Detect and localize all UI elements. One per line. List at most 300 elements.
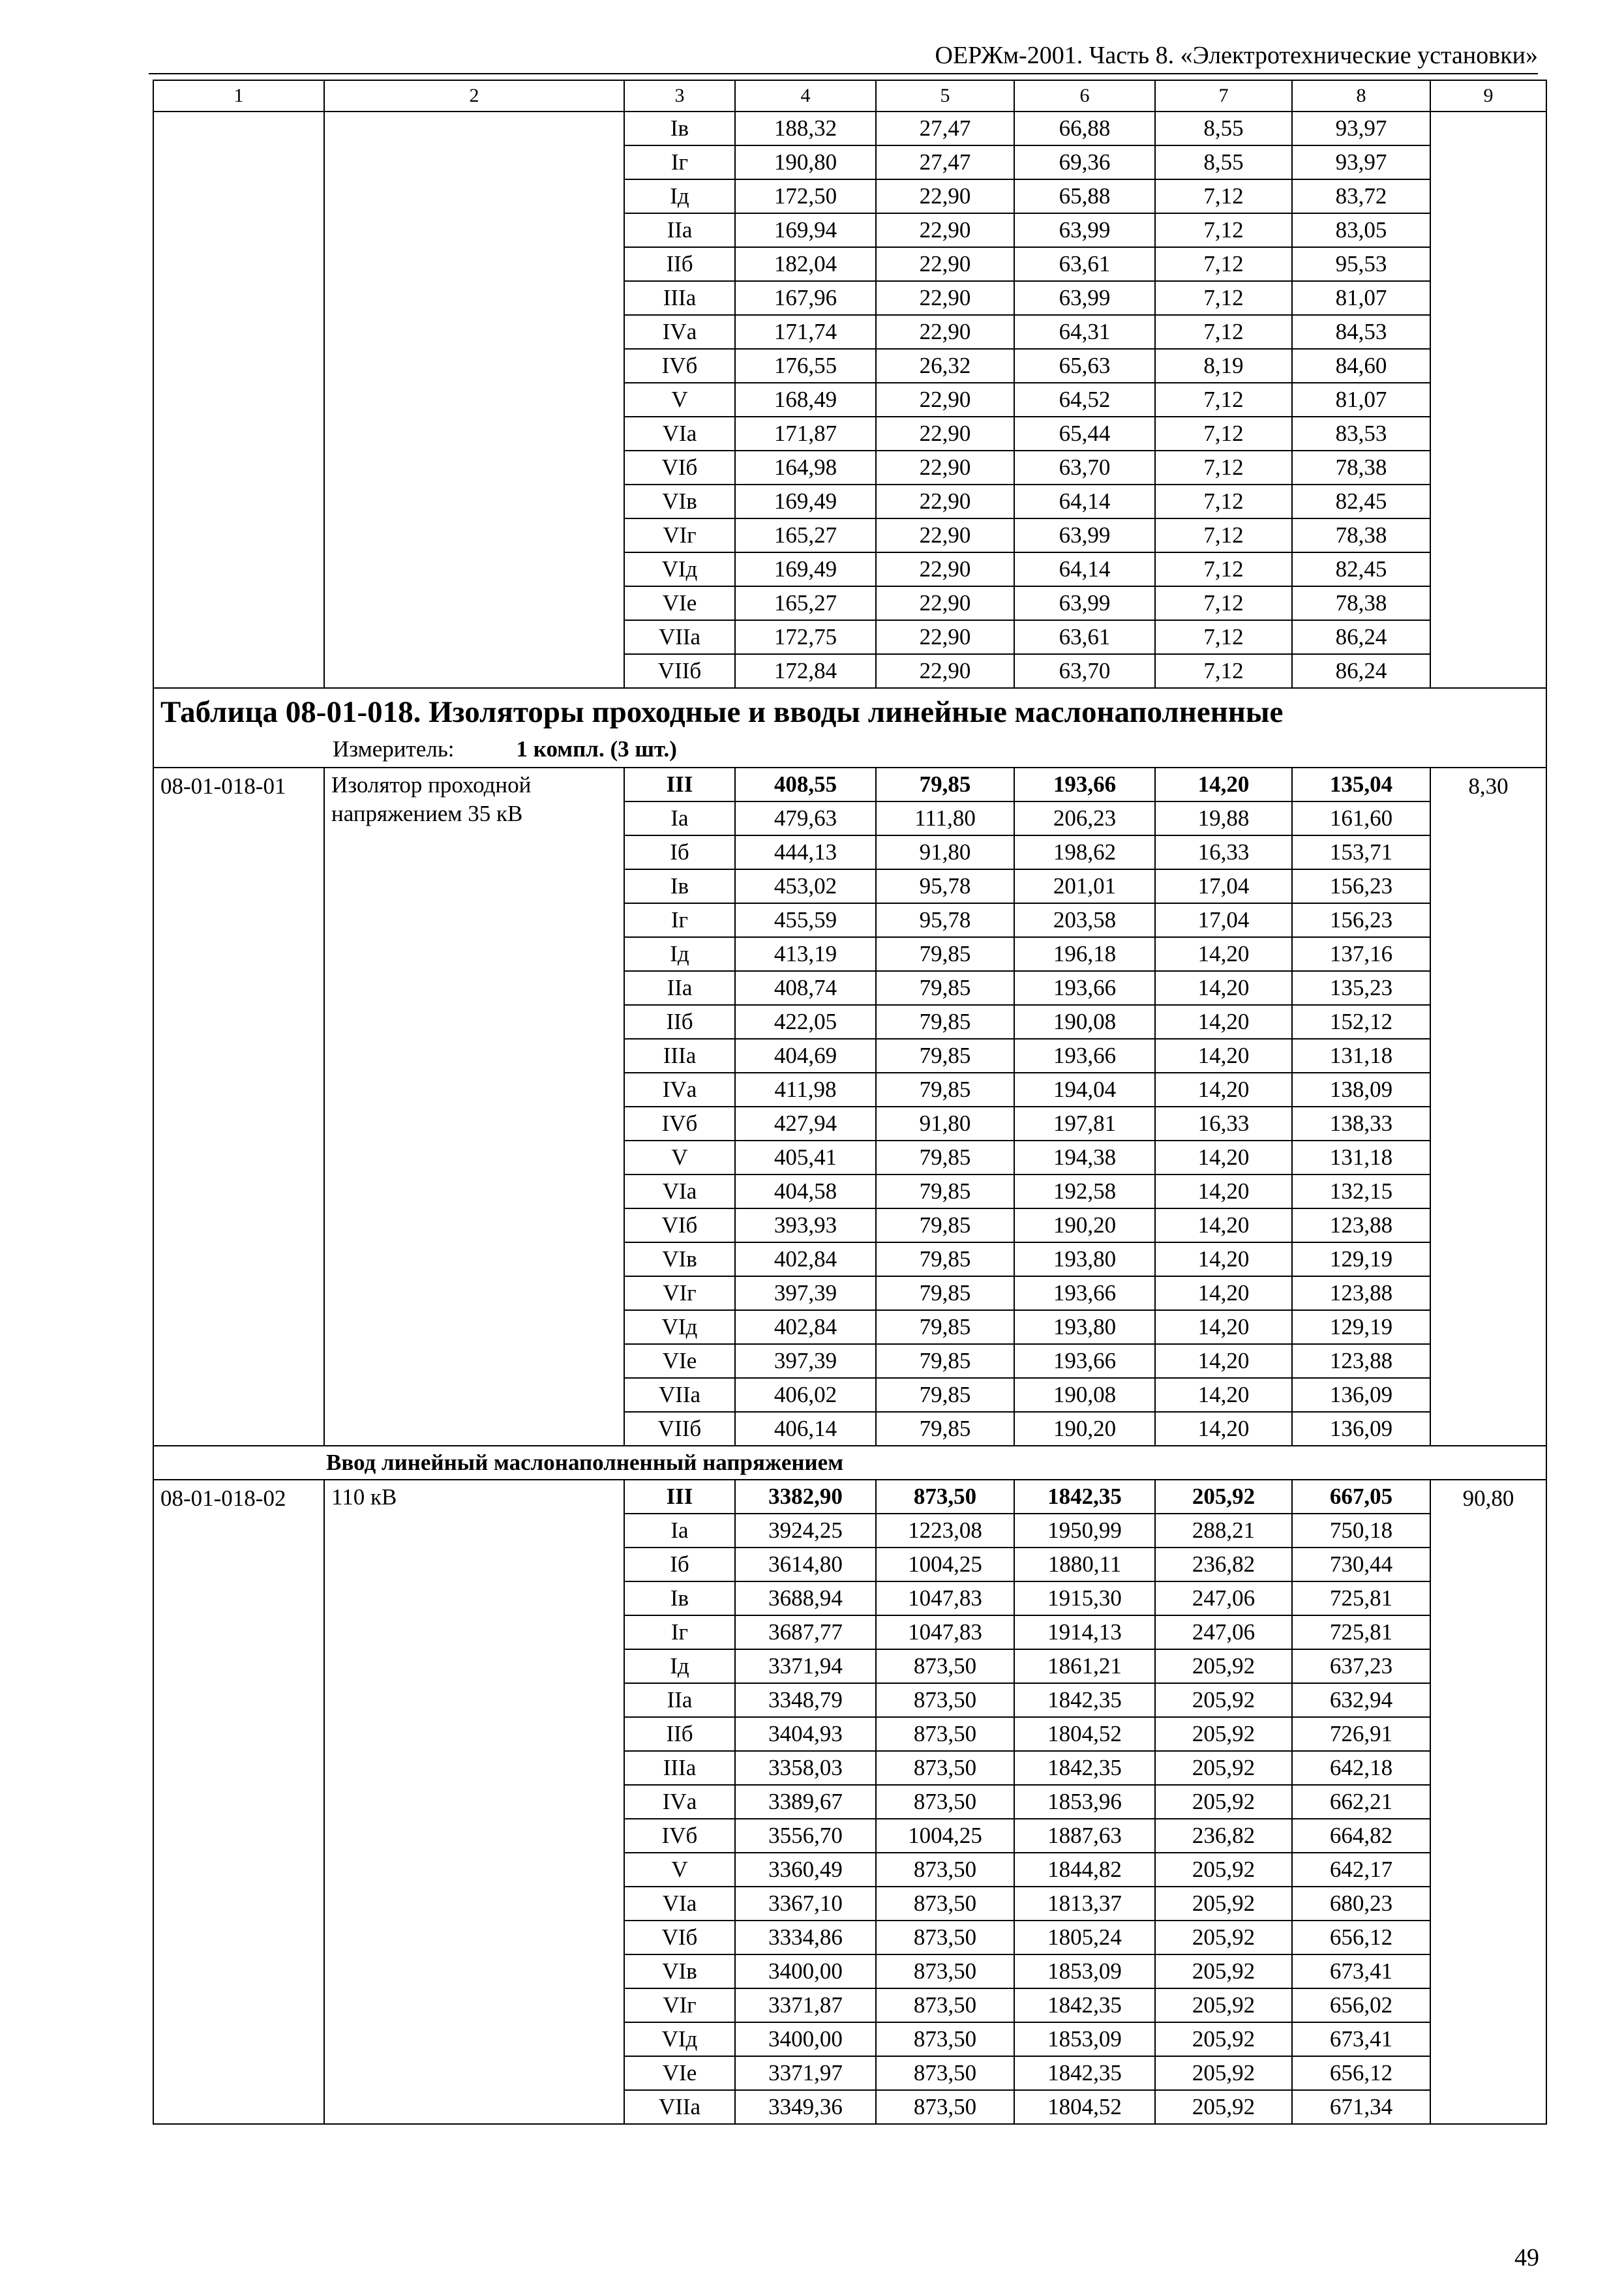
value-cell: 14,20: [1155, 1412, 1292, 1446]
value-cell: 873,50: [876, 1785, 1014, 1819]
value-cell: 7,12: [1155, 179, 1292, 213]
value-cell: 138,09: [1292, 1073, 1430, 1107]
value-cell: 7,12: [1155, 315, 1292, 349]
region-cell: VIIб: [624, 1412, 735, 1446]
value-cell: 83,53: [1292, 417, 1430, 451]
value-cell: 1880,11: [1014, 1548, 1155, 1581]
value-cell: 168,49: [735, 383, 876, 417]
value-cell: 78,38: [1292, 586, 1430, 620]
region-cell: Iг: [624, 145, 735, 179]
value-cell: 667,05: [1292, 1480, 1430, 1514]
region-cell: IIб: [624, 247, 735, 281]
region-cell: VIIа: [624, 1378, 735, 1412]
value-cell: 83,05: [1292, 213, 1430, 247]
value-cell: 86,24: [1292, 620, 1430, 654]
value-cell: 135,04: [1292, 768, 1430, 801]
value-cell: 397,39: [735, 1276, 876, 1310]
region-cell: VIг: [624, 1276, 735, 1310]
value-cell: 406,14: [735, 1412, 876, 1446]
value-cell: 1853,09: [1014, 2022, 1155, 2056]
value-cell: 205,92: [1155, 2056, 1292, 2090]
value-cell: 193,80: [1014, 1310, 1155, 1344]
value-cell: 14,20: [1155, 1378, 1292, 1412]
value-cell: 7,12: [1155, 552, 1292, 586]
region-cell: IVб: [624, 1107, 735, 1141]
value-cell: 79,85: [876, 1141, 1014, 1174]
value-cell: 22,90: [876, 179, 1014, 213]
value-cell: 288,21: [1155, 1514, 1292, 1548]
value-cell: 1842,35: [1014, 1988, 1155, 2022]
value-cell: 642,17: [1292, 1853, 1430, 1887]
value-cell: 205,92: [1155, 2090, 1292, 2124]
value-cell: 8,55: [1155, 112, 1292, 145]
value-cell: 7,12: [1155, 213, 1292, 247]
region-cell: V: [624, 383, 735, 417]
name-cell: 110 кВ: [324, 1480, 624, 2124]
value-cell: 152,12: [1292, 1005, 1430, 1039]
value-cell: 205,92: [1155, 1480, 1292, 1514]
value-cell: 66,88: [1014, 112, 1155, 145]
page-header: ОЕРЖм-2001. Часть 8. «Электротехнические установки»: [935, 42, 1538, 69]
table-row: [153, 112, 1546, 145]
value-cell: 83,72: [1292, 179, 1430, 213]
value-cell: 873,50: [876, 1480, 1014, 1514]
value-cell: 873,50: [876, 1683, 1014, 1717]
value-cell: 131,18: [1292, 1039, 1430, 1073]
value-cell: 197,81: [1014, 1107, 1155, 1141]
value-cell: 123,88: [1292, 1208, 1430, 1242]
value-cell: 656,12: [1292, 1921, 1430, 1954]
region-cell: III: [624, 1480, 735, 1514]
value-cell: 95,78: [876, 869, 1014, 903]
region-cell: Iв: [624, 1581, 735, 1615]
value-cell: 726,91: [1292, 1717, 1430, 1751]
value-cell: 408,55: [735, 768, 876, 801]
column-number-cell: 8: [1292, 80, 1430, 112]
value-cell: 422,05: [735, 1005, 876, 1039]
value-cell: 79,85: [876, 937, 1014, 971]
value-cell: 165,27: [735, 586, 876, 620]
value-cell: 7,12: [1155, 620, 1292, 654]
region-cell: IIIа: [624, 1039, 735, 1073]
value-cell: 1047,83: [876, 1581, 1014, 1615]
value-cell: 79,85: [876, 1310, 1014, 1344]
value-cell: 78,38: [1292, 518, 1430, 552]
value-cell: 205,92: [1155, 1853, 1292, 1887]
value-cell: 1887,63: [1014, 1819, 1155, 1853]
region-cell: Iв: [624, 112, 735, 145]
value-cell: 156,23: [1292, 903, 1430, 937]
value-cell: 193,66: [1014, 1039, 1155, 1073]
value-cell: 444,13: [735, 835, 876, 869]
value-cell: 397,39: [735, 1344, 876, 1378]
value-cell: 7,12: [1155, 586, 1292, 620]
value-cell: 79,85: [876, 1174, 1014, 1208]
column-number-row: [153, 80, 1546, 112]
value-cell: 64,52: [1014, 383, 1155, 417]
value-cell: 205,92: [1155, 1954, 1292, 1988]
value-cell: 16,33: [1155, 1107, 1292, 1141]
value-cell: 3349,36: [735, 2090, 876, 2124]
value-cell: 81,07: [1292, 383, 1430, 417]
value-cell: 656,12: [1292, 2056, 1430, 2090]
value-cell: 190,80: [735, 145, 876, 179]
value-cell: 193,66: [1014, 768, 1155, 801]
value-cell: 182,04: [735, 247, 876, 281]
value-cell: 79,85: [876, 1378, 1014, 1412]
value-cell: 65,88: [1014, 179, 1155, 213]
value-cell: 22,90: [876, 518, 1014, 552]
value-cell: 131,18: [1292, 1141, 1430, 1174]
value-cell: 1004,25: [876, 1819, 1014, 1853]
value-cell: 1004,25: [876, 1548, 1014, 1581]
value-cell: 132,15: [1292, 1174, 1430, 1208]
value-cell: 161,60: [1292, 801, 1430, 835]
header-rule: [149, 73, 1538, 74]
region-cell: VIб: [624, 451, 735, 485]
region-cell: Iа: [624, 801, 735, 835]
value-cell: 725,81: [1292, 1581, 1430, 1615]
value-cell: 14,20: [1155, 937, 1292, 971]
value-cell: 427,94: [735, 1107, 876, 1141]
value-cell: 63,70: [1014, 654, 1155, 688]
value-cell: 1853,09: [1014, 1954, 1155, 1988]
value-cell: 14,20: [1155, 1208, 1292, 1242]
column-number-cell: 3: [624, 80, 735, 112]
value-cell: 730,44: [1292, 1548, 1430, 1581]
value-cell: 17,04: [1155, 903, 1292, 937]
value-cell: 873,50: [876, 1649, 1014, 1683]
region-cell: VIIа: [624, 2090, 735, 2124]
region-cell: VIд: [624, 552, 735, 586]
value-cell: 63,99: [1014, 518, 1155, 552]
value-cell: 642,18: [1292, 1751, 1430, 1785]
coef-cell: 90,80: [1430, 1480, 1546, 2124]
value-cell: 169,94: [735, 213, 876, 247]
value-cell: 129,19: [1292, 1310, 1430, 1344]
value-cell: 111,80: [876, 801, 1014, 835]
value-cell: 205,92: [1155, 1785, 1292, 1819]
value-cell: 164,98: [735, 451, 876, 485]
table-title-cell: [153, 688, 1546, 768]
value-cell: 1842,35: [1014, 1480, 1155, 1514]
value-cell: 14,20: [1155, 1073, 1292, 1107]
value-cell: 1804,52: [1014, 1717, 1155, 1751]
value-cell: 206,23: [1014, 801, 1155, 835]
value-cell: 22,90: [876, 315, 1014, 349]
region-cell: VIIа: [624, 620, 735, 654]
value-cell: 1813,37: [1014, 1887, 1155, 1921]
value-cell: 79,85: [876, 1208, 1014, 1242]
column-number-cell: 1: [153, 80, 324, 112]
region-cell: Iв: [624, 869, 735, 903]
value-cell: 22,90: [876, 552, 1014, 586]
region-cell: IVб: [624, 1819, 735, 1853]
measure-label: Измеритель:: [333, 736, 455, 762]
region-cell: VIд: [624, 1310, 735, 1344]
name-cell: [324, 112, 624, 688]
value-cell: 411,98: [735, 1073, 876, 1107]
code-cell: 08-01-018-02: [153, 1480, 324, 2124]
value-cell: 196,18: [1014, 937, 1155, 971]
value-cell: 3334,86: [735, 1921, 876, 1954]
value-cell: 79,85: [876, 768, 1014, 801]
value-cell: 236,82: [1155, 1548, 1292, 1581]
value-cell: 136,09: [1292, 1412, 1430, 1446]
region-cell: IIIа: [624, 1751, 735, 1785]
value-cell: 172,75: [735, 620, 876, 654]
value-cell: 79,85: [876, 1344, 1014, 1378]
value-cell: 455,59: [735, 903, 876, 937]
value-cell: 873,50: [876, 1717, 1014, 1751]
value-cell: 93,97: [1292, 112, 1430, 145]
value-cell: 14,20: [1155, 1242, 1292, 1276]
value-cell: 7,12: [1155, 383, 1292, 417]
value-cell: 1842,35: [1014, 1683, 1155, 1717]
value-cell: 1861,21: [1014, 1649, 1155, 1683]
value-cell: 873,50: [876, 2022, 1014, 2056]
value-cell: 91,80: [876, 1107, 1014, 1141]
value-cell: 402,84: [735, 1310, 876, 1344]
value-cell: 69,36: [1014, 145, 1155, 179]
value-cell: 63,61: [1014, 620, 1155, 654]
value-cell: 194,38: [1014, 1141, 1155, 1174]
value-cell: 17,04: [1155, 869, 1292, 903]
value-cell: 7,12: [1155, 281, 1292, 315]
value-cell: 19,88: [1155, 801, 1292, 835]
value-cell: 82,45: [1292, 552, 1430, 586]
value-cell: 680,23: [1292, 1887, 1430, 1921]
region-cell: IIIа: [624, 281, 735, 315]
value-cell: 84,60: [1292, 349, 1430, 383]
value-cell: 190,20: [1014, 1412, 1155, 1446]
value-cell: 3614,80: [735, 1548, 876, 1581]
value-cell: 79,85: [876, 1276, 1014, 1310]
region-cell: VIв: [624, 1954, 735, 1988]
value-cell: 873,50: [876, 1887, 1014, 1921]
value-cell: 873,50: [876, 1921, 1014, 1954]
value-cell: 27,47: [876, 112, 1014, 145]
value-cell: 171,87: [735, 417, 876, 451]
value-cell: 63,99: [1014, 213, 1155, 247]
value-cell: 14,20: [1155, 768, 1292, 801]
value-cell: 91,80: [876, 835, 1014, 869]
column-number-cell: 2: [324, 80, 624, 112]
value-cell: 22,90: [876, 383, 1014, 417]
region-cell: IVа: [624, 1785, 735, 1819]
region-cell: VIе: [624, 2056, 735, 2090]
table-row: [153, 1480, 1546, 1514]
value-cell: 3924,25: [735, 1514, 876, 1548]
value-cell: 14,20: [1155, 1005, 1292, 1039]
value-cell: 14,20: [1155, 1174, 1292, 1208]
region-cell: Iб: [624, 1548, 735, 1581]
region-cell: VIе: [624, 586, 735, 620]
value-cell: 193,66: [1014, 1276, 1155, 1310]
value-cell: 22,90: [876, 586, 1014, 620]
coef-cell: [1430, 112, 1546, 688]
value-cell: 14,20: [1155, 1276, 1292, 1310]
value-cell: 3688,94: [735, 1581, 876, 1615]
value-cell: 27,47: [876, 145, 1014, 179]
value-cell: 22,90: [876, 485, 1014, 518]
value-cell: 193,66: [1014, 1344, 1155, 1378]
region-cell: V: [624, 1853, 735, 1887]
value-cell: 408,74: [735, 971, 876, 1005]
value-cell: 63,99: [1014, 281, 1155, 315]
region-cell: VIг: [624, 1988, 735, 2022]
value-cell: 203,58: [1014, 903, 1155, 937]
value-cell: 7,12: [1155, 417, 1292, 451]
subheading-row: [153, 1446, 1546, 1480]
value-cell: 205,92: [1155, 1921, 1292, 1954]
value-cell: 14,20: [1155, 1344, 1292, 1378]
region-cell: Iг: [624, 1615, 735, 1649]
region-cell: VIа: [624, 417, 735, 451]
value-cell: 1805,24: [1014, 1921, 1155, 1954]
value-cell: 873,50: [876, 1853, 1014, 1887]
value-cell: 453,02: [735, 869, 876, 903]
region-cell: IVб: [624, 349, 735, 383]
value-cell: 79,85: [876, 1039, 1014, 1073]
region-cell: VIа: [624, 1887, 735, 1921]
value-cell: 632,94: [1292, 1683, 1430, 1717]
value-cell: 123,88: [1292, 1276, 1430, 1310]
value-cell: 201,01: [1014, 869, 1155, 903]
value-cell: 479,63: [735, 801, 876, 835]
value-cell: 22,90: [876, 654, 1014, 688]
region-cell: IIа: [624, 971, 735, 1005]
value-cell: 176,55: [735, 349, 876, 383]
value-cell: 673,41: [1292, 2022, 1430, 2056]
region-cell: IIб: [624, 1717, 735, 1751]
value-cell: 205,92: [1155, 1683, 1292, 1717]
value-cell: 673,41: [1292, 1954, 1430, 1988]
region-cell: VIе: [624, 1344, 735, 1378]
value-cell: 64,31: [1014, 315, 1155, 349]
value-cell: 79,85: [876, 1242, 1014, 1276]
value-cell: 8,19: [1155, 349, 1292, 383]
value-cell: 79,85: [876, 1073, 1014, 1107]
region-cell: Iг: [624, 903, 735, 937]
value-cell: 171,74: [735, 315, 876, 349]
value-cell: 7,12: [1155, 654, 1292, 688]
value-cell: 64,14: [1014, 485, 1155, 518]
region-cell: Iб: [624, 835, 735, 869]
value-cell: 873,50: [876, 2090, 1014, 2124]
value-cell: 136,09: [1292, 1378, 1430, 1412]
page-number: 49: [1514, 2244, 1539, 2271]
value-cell: 3404,93: [735, 1717, 876, 1751]
value-cell: 873,50: [876, 1954, 1014, 1988]
value-cell: 63,99: [1014, 586, 1155, 620]
value-cell: 193,66: [1014, 971, 1155, 1005]
value-cell: 22,90: [876, 620, 1014, 654]
value-cell: 1223,08: [876, 1514, 1014, 1548]
value-cell: 190,08: [1014, 1005, 1155, 1039]
region-cell: VIв: [624, 1242, 735, 1276]
column-number-cell: 9: [1430, 80, 1546, 112]
value-cell: 165,27: [735, 518, 876, 552]
value-cell: 193,80: [1014, 1242, 1155, 1276]
region-cell: VIIб: [624, 654, 735, 688]
value-cell: 153,71: [1292, 835, 1430, 869]
value-cell: 22,90: [876, 451, 1014, 485]
value-cell: 3360,49: [735, 1853, 876, 1887]
value-cell: 3358,03: [735, 1751, 876, 1785]
region-cell: VIд: [624, 2022, 735, 2056]
value-cell: 413,19: [735, 937, 876, 971]
region-cell: VIв: [624, 485, 735, 518]
value-cell: 3687,77: [735, 1615, 876, 1649]
value-cell: 873,50: [876, 2056, 1014, 2090]
value-cell: 205,92: [1155, 2022, 1292, 2056]
value-cell: 192,58: [1014, 1174, 1155, 1208]
value-cell: 22,90: [876, 281, 1014, 315]
region-cell: VIа: [624, 1174, 735, 1208]
region-cell: IVа: [624, 315, 735, 349]
value-cell: 637,23: [1292, 1649, 1430, 1683]
value-cell: 169,49: [735, 485, 876, 518]
code-cell: 08-01-018-01: [153, 768, 324, 1446]
region-cell: IIб: [624, 1005, 735, 1039]
value-cell: 22,90: [876, 247, 1014, 281]
value-cell: 86,24: [1292, 654, 1430, 688]
value-cell: 14,20: [1155, 971, 1292, 1005]
value-cell: 873,50: [876, 1988, 1014, 2022]
column-number-cell: 5: [876, 80, 1014, 112]
value-cell: 79,85: [876, 1412, 1014, 1446]
table-title-row: [153, 688, 1546, 768]
value-cell: 3382,90: [735, 1480, 876, 1514]
value-cell: 95,78: [876, 903, 1014, 937]
value-cell: 7,12: [1155, 518, 1292, 552]
value-cell: 22,90: [876, 213, 1014, 247]
value-cell: 63,61: [1014, 247, 1155, 281]
column-number-cell: 6: [1014, 80, 1155, 112]
value-cell: 16,33: [1155, 835, 1292, 869]
value-cell: 7,12: [1155, 247, 1292, 281]
subheading: Ввод линейный маслонаполненный напряжением: [153, 1446, 1546, 1480]
region-cell: IIа: [624, 213, 735, 247]
value-cell: 65,44: [1014, 417, 1155, 451]
value-cell: 172,50: [735, 179, 876, 213]
value-cell: 873,50: [876, 1751, 1014, 1785]
value-cell: 14,20: [1155, 1039, 1292, 1073]
value-cell: 205,92: [1155, 1751, 1292, 1785]
value-cell: 1853,96: [1014, 1785, 1155, 1819]
value-cell: 3348,79: [735, 1683, 876, 1717]
value-cell: 662,21: [1292, 1785, 1430, 1819]
value-cell: 750,18: [1292, 1514, 1430, 1548]
table-row: [153, 768, 1546, 801]
value-cell: 1844,82: [1014, 1853, 1155, 1887]
value-cell: 205,92: [1155, 1717, 1292, 1751]
value-cell: 3371,87: [735, 1988, 876, 2022]
region-cell: V: [624, 1141, 735, 1174]
value-cell: 1842,35: [1014, 1751, 1155, 1785]
value-cell: 1804,52: [1014, 2090, 1155, 2124]
value-cell: 82,45: [1292, 485, 1430, 518]
value-cell: 190,20: [1014, 1208, 1155, 1242]
value-cell: 64,14: [1014, 552, 1155, 586]
value-cell: 247,06: [1155, 1615, 1292, 1649]
value-cell: 156,23: [1292, 869, 1430, 903]
value-cell: 95,53: [1292, 247, 1430, 281]
column-number-cell: 4: [735, 80, 876, 112]
table-title: Таблица 08-01-018. Изоляторы проходные и вводы линейные маслонаполненные: [160, 695, 1284, 729]
value-cell: 393,93: [735, 1208, 876, 1242]
